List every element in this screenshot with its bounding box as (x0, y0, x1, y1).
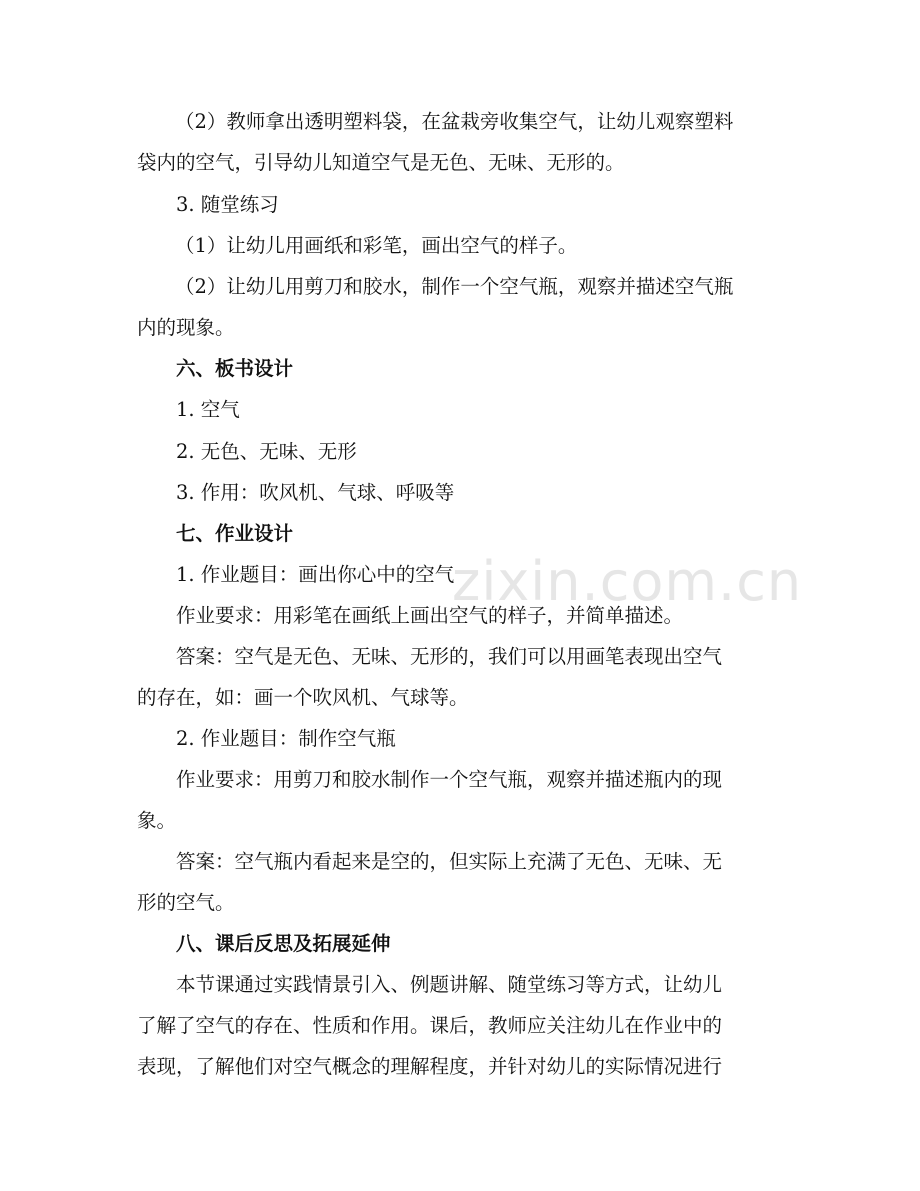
paragraph-text: 表现，了解他们对空气概念的理解程度，并针对幼儿的实际情况进行 (137, 1055, 723, 1078)
paragraph-text: 作业要求：用剪刀和胶水制作一个空气瓶，观察并描述瓶内的现 (176, 768, 723, 791)
section-heading: 八、课后反思及拓展延伸 (176, 932, 391, 955)
list-item-text: 2. 无色、无味、无形 (176, 440, 357, 463)
paragraph-text: 了解了空气的存在、性质和作用。课后，教师应关注幼儿在作业中的 (137, 1014, 723, 1037)
paragraph-text: 答案：空气瓶内看起来是空的，但实际上充满了无色、无味、无 (176, 850, 723, 873)
paragraph-text: 形的空气。 (137, 891, 235, 914)
list-item-text: 2. 作业题目：制作空气瓶 (176, 727, 396, 750)
paragraph-text: 象。 (137, 809, 177, 832)
section-heading: 七、作业设计 (176, 522, 294, 545)
list-item-text: 1. 空气 (176, 398, 240, 421)
list-item-text: 1. 作业题目：画出你心中的空气 (176, 563, 455, 586)
paragraph-text: 内的现象。 (137, 316, 235, 339)
list-item-text: （1）让幼儿用画纸和彩笔，画出空气的样子。 (175, 234, 578, 257)
list-item-text: 3. 随堂练习 (176, 193, 279, 216)
list-item-text: （2）让幼儿用剪刀和胶水，制作一个空气瓶，观察并描述空气瓶 (175, 275, 734, 298)
paragraph-text: 作业要求：用彩笔在画纸上画出空气的样子，并简单描述。 (176, 604, 684, 627)
section-heading: 六、板书设计 (176, 357, 294, 380)
paragraph-text: （2）教师拿出透明塑料袋，在盆栽旁收集空气，让幼儿观察塑料 (175, 110, 734, 133)
paragraph-text: 袋内的空气，引导幼儿知道空气是无色、无味、无形的。 (137, 151, 625, 174)
paragraph-text: 本节课通过实践情景引入、例题讲解、随堂练习等方式，让幼儿 (176, 973, 723, 996)
paragraph-text: 的存在，如：画一个吹风机、气球等。 (137, 686, 469, 709)
list-item-text: 3. 作用：吹风机、气球、呼吸等 (176, 481, 455, 504)
paragraph-text: 答案：空气是无色、无味、无形的，我们可以用画笔表现出空气 (176, 645, 723, 668)
watermark: zixin.com.cn (452, 550, 803, 613)
